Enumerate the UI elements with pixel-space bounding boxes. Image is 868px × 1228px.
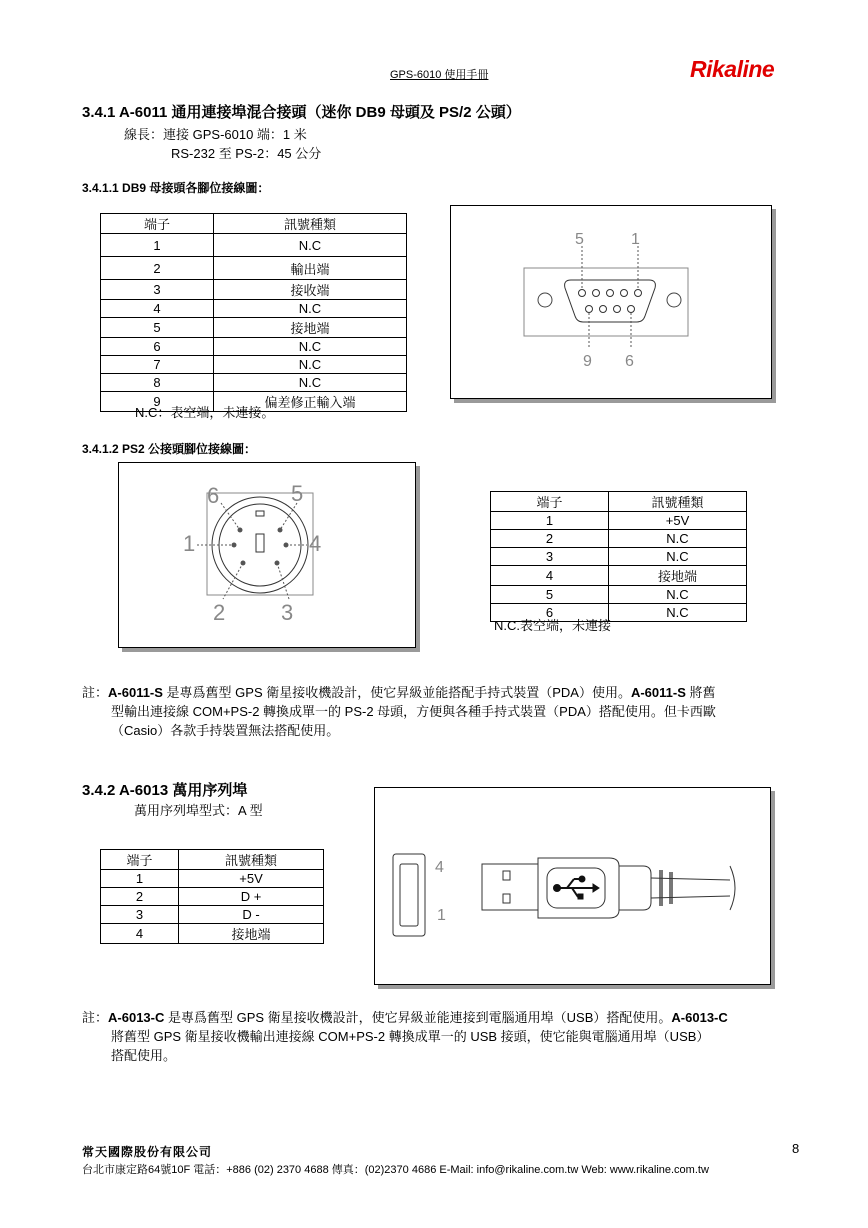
cable-length-line-2: RS-232 至 PS-2：45 公分 xyxy=(171,146,322,161)
column-header-signal: 訊號種類 xyxy=(179,850,324,870)
table-row xyxy=(101,888,324,906)
ps2-notch xyxy=(256,511,264,516)
signal-cell: 接地端 xyxy=(609,566,747,586)
a6011-note xyxy=(82,683,802,740)
mounting-hole-left xyxy=(538,293,552,307)
db9-d-shape xyxy=(565,280,656,322)
ps2-shell xyxy=(207,493,313,595)
usb-type-line: 萬用序列埠型式：A 型 xyxy=(134,803,263,818)
signal-cell: D - xyxy=(179,906,324,924)
table-row xyxy=(491,566,747,586)
pin-cell: 9 xyxy=(101,392,214,412)
table-row xyxy=(101,906,324,924)
column-header-pin: 端子 xyxy=(101,214,214,234)
footer-company: 常天國際股份有限公司 xyxy=(82,1145,213,1159)
label-pin5: 5 xyxy=(575,231,584,248)
pin-cell: 5 xyxy=(101,318,214,338)
signal-cell: 接地端 xyxy=(214,318,407,338)
pin-cell: 2 xyxy=(101,888,179,906)
usb-connector-drawing xyxy=(375,788,770,984)
signal-cell: N.C xyxy=(609,548,747,566)
table-row xyxy=(101,924,324,944)
page-number: 8 xyxy=(792,1141,800,1156)
note-prefix: 註： xyxy=(82,1010,109,1025)
table-row xyxy=(101,338,407,356)
db9-heading: 3.4.1.1 DB9 母接頭各腳位接線圖： xyxy=(82,181,270,195)
signal-cell: +5V xyxy=(179,870,324,888)
usb-logo-icon xyxy=(554,877,599,900)
a6013-note-line-1 xyxy=(82,1008,802,1027)
usb-cable-break xyxy=(730,866,735,910)
signal-cell: N.C xyxy=(214,356,407,374)
label-pin2: 2 xyxy=(213,600,226,625)
signal-cell: N.C xyxy=(214,234,407,257)
db9-nc-note: N.C：表空端，未連接。 xyxy=(135,405,275,420)
ps2-key xyxy=(256,534,264,552)
table-row xyxy=(491,530,747,548)
ps2-heading: 3.4.1.2 PS2 公接頭腳位接線圖： xyxy=(82,442,257,456)
pin-cell: 4 xyxy=(101,300,214,318)
leader-pin5 xyxy=(280,503,297,530)
db9-pin-table xyxy=(100,213,407,412)
pin-cell: 3 xyxy=(101,906,179,924)
usb-strain-relief xyxy=(619,866,651,910)
pin-cell: 2 xyxy=(101,257,214,280)
model-name: A-6011-S xyxy=(630,685,686,700)
note-text: 是專爲舊型 GPS 衛星接收機設計，使它昇級並能搭配手持式裝置（PDA）使用。 xyxy=(162,685,631,700)
db9-pins xyxy=(579,290,642,313)
table-row xyxy=(491,512,747,530)
signal-cell: N.C xyxy=(609,530,747,548)
ps2-nc-note: N.C.表空端，未連接 xyxy=(494,618,612,633)
pin-cell: 6 xyxy=(491,604,609,622)
table-row xyxy=(101,257,407,280)
label-pin1: 1 xyxy=(631,231,640,248)
column-header-pin: 端子 xyxy=(491,492,609,512)
pin-cell: 2 xyxy=(491,530,609,548)
usb-plug-slot-bottom xyxy=(503,894,510,903)
db9-connector-figure xyxy=(450,205,772,399)
label-pin6: 6 xyxy=(207,483,220,508)
pin-cell: 6 xyxy=(101,338,214,356)
model-name: A-6013-C xyxy=(108,1010,165,1025)
brand-logo: Rikaline xyxy=(690,56,775,82)
pin-cell: 8 xyxy=(101,374,214,392)
signal-cell: N.C xyxy=(609,586,747,604)
model-name: A-6011-S xyxy=(108,685,163,700)
label-pin1: 1 xyxy=(183,531,196,556)
label-pin9: 9 xyxy=(583,353,592,370)
db9-shell xyxy=(524,268,688,336)
ps2-pins xyxy=(232,528,289,566)
note-prefix: 註： xyxy=(82,685,109,700)
note-text: 是專爲舊型 GPS 衛星接收機設計，使它昇級並能連接到電腦通用埠（USB）搭配使用。 xyxy=(164,1010,672,1025)
table-row xyxy=(101,280,407,300)
ps2-pin-table xyxy=(490,491,747,622)
label-pin1: 1 xyxy=(437,907,446,924)
pin-cell: 7 xyxy=(101,356,214,374)
signal-cell: D + xyxy=(179,888,324,906)
label-pin4: 4 xyxy=(435,859,444,876)
a6013-note xyxy=(82,1008,802,1065)
table-row xyxy=(101,870,324,888)
a6011-note-line-2: 型輸出連接線 COM+PS-2 轉換成單一的 PS-2 母頭，方便與各種手持式裝置（PDA）搭配使用。但卡西歐 xyxy=(111,704,716,719)
cable-length-line-1: 線長：連接 GPS-6010 端：1 米 xyxy=(124,127,307,142)
a6011-note-line-1 xyxy=(82,683,802,702)
footer-address: 台北市康定路64號10F 電話：+886 (02) 2370 4688 傳真：(02)2370 4686 E-Mail: info@rikaline.com.tw Web: www.rikaline.com.tw xyxy=(82,1164,709,1176)
a6013-note-line-2: 將舊型 GPS 衛星接收機輸出連接線 COM+PS-2 轉換成單一的 USB 接頭，使它能與電腦通用埠（USB） xyxy=(111,1029,710,1044)
signal-cell: N.C xyxy=(214,374,407,392)
table-row xyxy=(101,300,407,318)
a6013-note-line-3: 搭配使用。 xyxy=(111,1048,177,1063)
label-pin5: 5 xyxy=(291,481,304,506)
signal-cell: +5V xyxy=(609,512,747,530)
table-row xyxy=(491,586,747,604)
usb-end-face-inner xyxy=(400,864,418,926)
pin-cell: 1 xyxy=(491,512,609,530)
pin-cell: 3 xyxy=(491,548,609,566)
table-row xyxy=(101,234,407,257)
section-3-4-2-title: 3.4.2 A-6013 萬用序列埠 xyxy=(82,782,248,799)
column-header-pin: 端子 xyxy=(101,850,179,870)
signal-cell: N.C xyxy=(214,338,407,356)
table-row xyxy=(101,356,407,374)
table-row xyxy=(491,548,747,566)
table-row xyxy=(101,374,407,392)
signal-cell: N.C xyxy=(214,300,407,318)
table-header-row xyxy=(101,214,407,234)
ps2-connector-figure xyxy=(118,462,416,648)
signal-cell: 輸出端 xyxy=(214,257,407,280)
pin-cell: 5 xyxy=(491,586,609,604)
table-row xyxy=(101,318,407,338)
ps2-connector-drawing xyxy=(119,463,415,647)
signal-cell: 偏差修正輸入端 xyxy=(214,392,407,412)
pin-cell: 4 xyxy=(101,924,179,944)
column-header-signal: 訊號種類 xyxy=(609,492,747,512)
pin-cell: 1 xyxy=(101,870,179,888)
model-name: A-6013-C xyxy=(671,1010,728,1025)
usb-connector-figure xyxy=(374,787,771,985)
table-header-row xyxy=(491,492,747,512)
signal-cell: N.C xyxy=(609,604,747,622)
label-pin6: 6 xyxy=(625,353,634,370)
label-pin3: 3 xyxy=(281,600,294,625)
note-text: 將舊 xyxy=(685,685,716,700)
usb-plug-slot-top xyxy=(503,871,510,880)
usb-end-face-outer xyxy=(393,854,425,936)
a6011-note-line-3: （Casio）各款手持裝置無法搭配使用。 xyxy=(111,723,340,738)
signal-cell: 接地端 xyxy=(179,924,324,944)
column-header-signal: 訊號種類 xyxy=(214,214,407,234)
section-3-4-1-title: 3.4.1 A-6011 通用連接埠混合接頭（迷你 DB9 母頭及 PS/2 公頭） xyxy=(82,104,521,121)
pin-cell: 1 xyxy=(101,234,214,257)
db9-connector-drawing xyxy=(451,206,771,398)
usb-pin-table xyxy=(100,849,324,944)
mounting-hole-right xyxy=(667,293,681,307)
usb-grip-ribs xyxy=(659,870,673,906)
table-header-row xyxy=(101,850,324,870)
pin-cell: 3 xyxy=(101,280,214,300)
pin-cell: 4 xyxy=(491,566,609,586)
label-pin4: 4 xyxy=(309,531,322,556)
signal-cell: 接收端 xyxy=(214,280,407,300)
header-title: GPS-6010 使用手冊 xyxy=(390,69,489,81)
